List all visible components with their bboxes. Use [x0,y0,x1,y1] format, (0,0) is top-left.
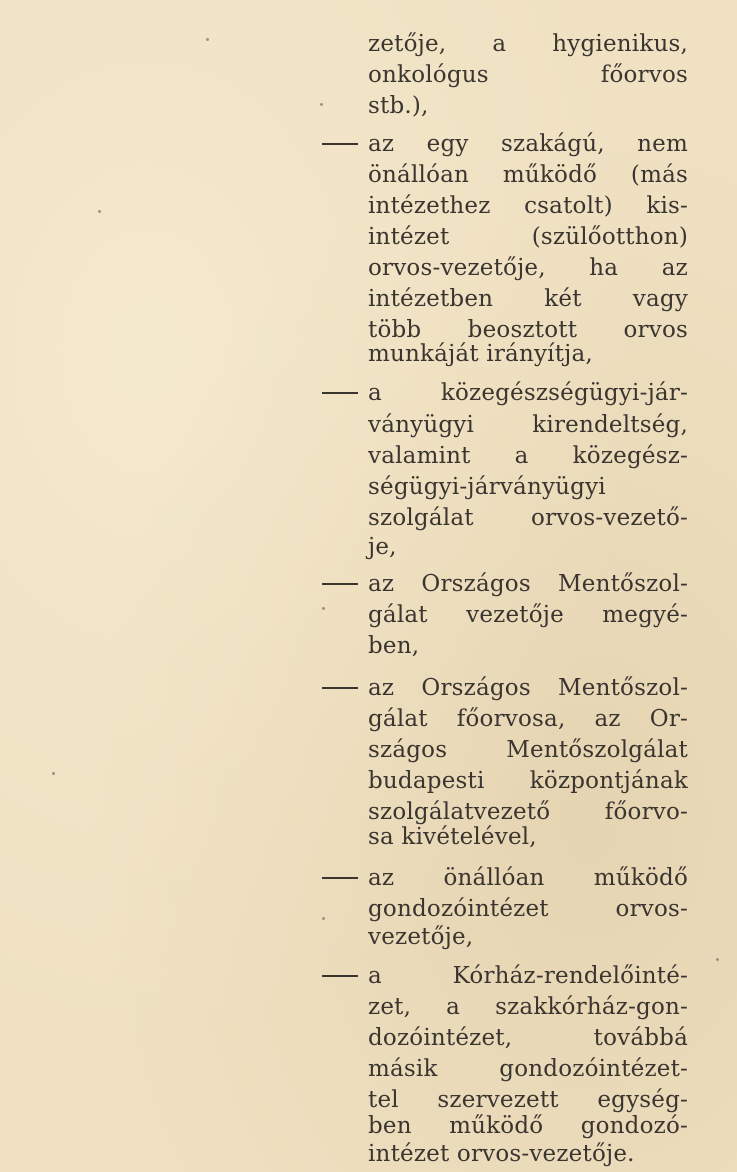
list-dash [322,877,358,879]
text-line: gálat főorvosa, az Or- [368,706,688,732]
text-line: több beosztott orvos [368,317,688,343]
text-line: vezetője, [368,924,474,950]
text-line: intézet orvos-vezetője. [368,1141,635,1167]
text-line: a közegészségügyi-jár- [368,380,688,406]
text-line: másik gondozóintézet- [368,1056,688,1082]
text-line: orvos-vezetője, ha az [368,255,688,281]
text-line: az egy szakágú, nem [368,131,688,157]
text-line: az Országos Mentőszol- [368,571,688,597]
text-line: tel szervezett egység- [368,1087,688,1113]
text-line: stb.), [368,93,429,119]
text-line: önállóan működő (más [368,162,688,188]
text-line: a Kórház-rendelőinté- [368,963,688,989]
paper-speck [322,607,325,610]
text-line: gálat vezetője megyé- [368,602,688,628]
text-line: gondozóintézet orvos- [368,896,688,922]
list-dash [322,583,358,585]
text-line: ségügyi-járványügyi [368,474,606,500]
text-line: intézet (szülőotthon) [368,224,688,250]
paper-speck [716,958,719,961]
text-line: intézetben két vagy [368,286,688,312]
text-line: intézethez csatolt) kis- [368,193,688,219]
text-line: szolgálatvezető főorvo- [368,799,688,825]
text-line: je, [368,534,397,560]
text-line: ben, [368,633,420,659]
text-line: ványügyi kirendeltség, [368,412,688,438]
paper-speck [206,38,209,41]
text-line: zetője, a hygienikus, [368,31,688,57]
text-line: munkáját irányítja, [368,341,593,367]
text-line: budapesti központjának [368,768,688,794]
text-line: dozóintézet, továbbá [368,1025,688,1051]
list-dash [322,687,358,689]
text-line: ben működő gondozó- [368,1113,688,1139]
text-line: szolgálat orvos-vezető- [368,505,688,531]
list-dash [322,143,358,145]
paper-speck [322,917,325,920]
paper-speck [52,772,55,775]
text-line: zet, a szakkórház-gon- [368,994,688,1020]
list-dash [322,392,358,394]
text-line: az önállóan működő [368,865,688,891]
list-dash [322,975,358,977]
paper-speck [320,103,323,106]
paper-speck [98,210,101,213]
text-line: onkológus főorvos [368,62,688,88]
text-line: sa kivételével, [368,824,537,850]
text-line: az Országos Mentőszol- [368,675,688,701]
text-line: szágos Mentőszolgálat [368,737,688,763]
text-line: valamint a közegész- [368,443,688,469]
